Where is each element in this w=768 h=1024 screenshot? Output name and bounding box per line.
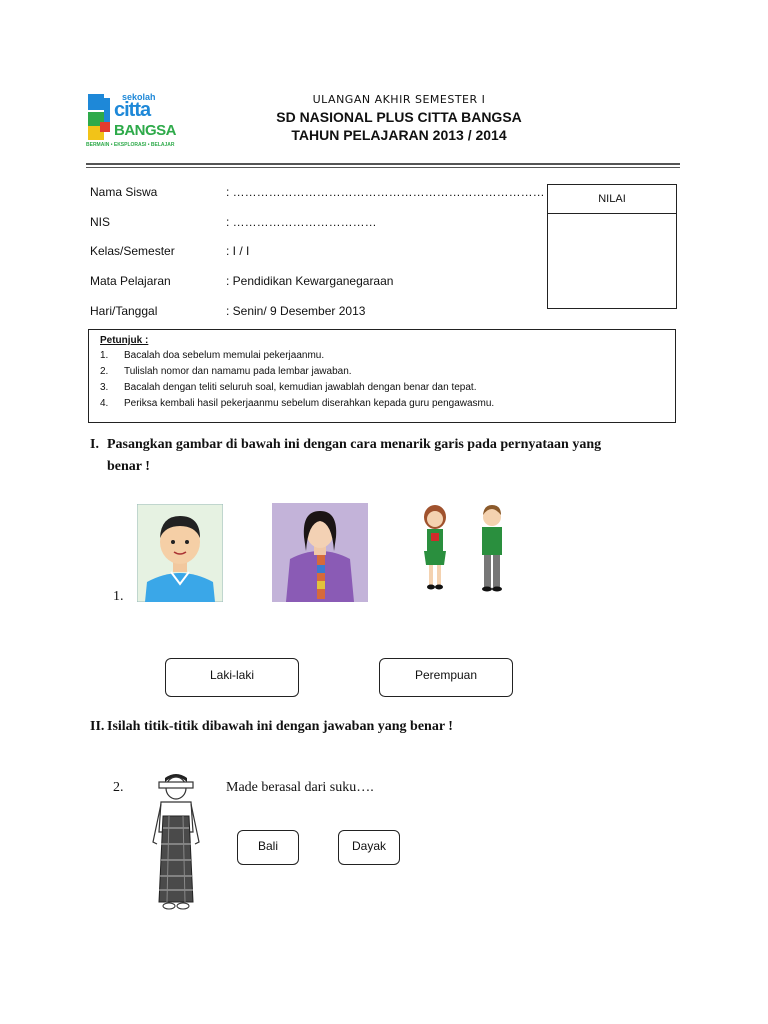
school-year: TAHUN PELAJARAN 2013 / 2014 [291, 127, 507, 143]
answer-bali[interactable]: Bali [237, 830, 299, 865]
instruction-text: Bacalah dengan teliti seluruh soal, kemudian jawablah dengan benar dan tepat. [124, 382, 477, 393]
field-value-subject: : Pendidikan Kewarganegaraan [226, 274, 394, 288]
header-divider [86, 163, 680, 165]
school-name: SD NASIONAL PLUS CITTA BANGSA [276, 109, 522, 125]
instructions-box [88, 329, 676, 423]
field-label-date: Hari/Tanggal [90, 304, 158, 318]
logo-line2: citta [114, 99, 151, 121]
field-value-nis: : ……………………………… [226, 215, 377, 229]
score-label: NILAI [548, 185, 676, 214]
instruction-num: 3. [100, 382, 109, 393]
balinese-figure-picture [143, 772, 209, 912]
field-label-nis: NIS [90, 215, 111, 229]
children-picture [410, 503, 518, 595]
field-label-class: Kelas/Semester [90, 244, 175, 258]
header-divider-thin [86, 167, 680, 168]
logo-tagline: BERMAIN • EKSPLORASI • BELAJAR [86, 142, 175, 148]
field-value-name: : …………………………………………………………………… [226, 185, 545, 199]
question1-number: 1. [113, 589, 124, 604]
instruction-text: Tulislah nomor dan namamu pada lembar jawaban. [124, 366, 352, 377]
instruction-text: Bacalah doa sebelum memulai pekerjaanmu. [124, 350, 325, 361]
answer-perempuan[interactable]: Perempuan [379, 658, 513, 697]
section1-line2: benar ! [107, 459, 150, 474]
section1-number: I. [90, 437, 99, 452]
instruction-num: 2. [100, 366, 109, 377]
instruction-item [100, 366, 352, 377]
man-picture [137, 504, 223, 602]
instruction-item [100, 350, 324, 361]
instruction-item [100, 398, 494, 409]
instruction-num: 4. [100, 398, 109, 409]
answer-dayak[interactable]: Dayak [338, 830, 400, 865]
instruction-item [100, 382, 476, 393]
question2-number: 2. [113, 780, 124, 795]
answer-laki-laki[interactable]: Laki-laki [165, 658, 299, 697]
instructions-title: Petunjuk : [100, 335, 149, 346]
section2-text: Isilah titik-titik dibawah ini dengan jawaban yang benar ! [107, 719, 453, 734]
woman-picture [272, 503, 368, 602]
logo-line1: sekolah [122, 92, 156, 102]
field-label-subject: Mata Pelajaran [90, 274, 171, 288]
field-value-class: : I / I [226, 244, 250, 258]
score-box [547, 184, 677, 309]
field-label-name: Nama Siswa [90, 185, 158, 199]
section1-line1: Pasangkan gambar di bawah ini dengan cara menarik garis pada pernyataan yang [107, 437, 602, 452]
logo-line3: BANGSA [114, 122, 177, 139]
field-value-date: : Senin/ 9 Desember 2013 [226, 304, 366, 318]
question2-text: Made berasal dari suku…. [226, 780, 374, 795]
section2-number: II. [90, 719, 105, 734]
exam-name: ULANGAN AKHIR SEMESTER I [312, 93, 486, 106]
instruction-text: Periksa kembali hasil pekerjaanmu sebelum diserahkan kepada guru pengawasmu. [124, 398, 495, 409]
instruction-num: 1. [100, 350, 109, 361]
